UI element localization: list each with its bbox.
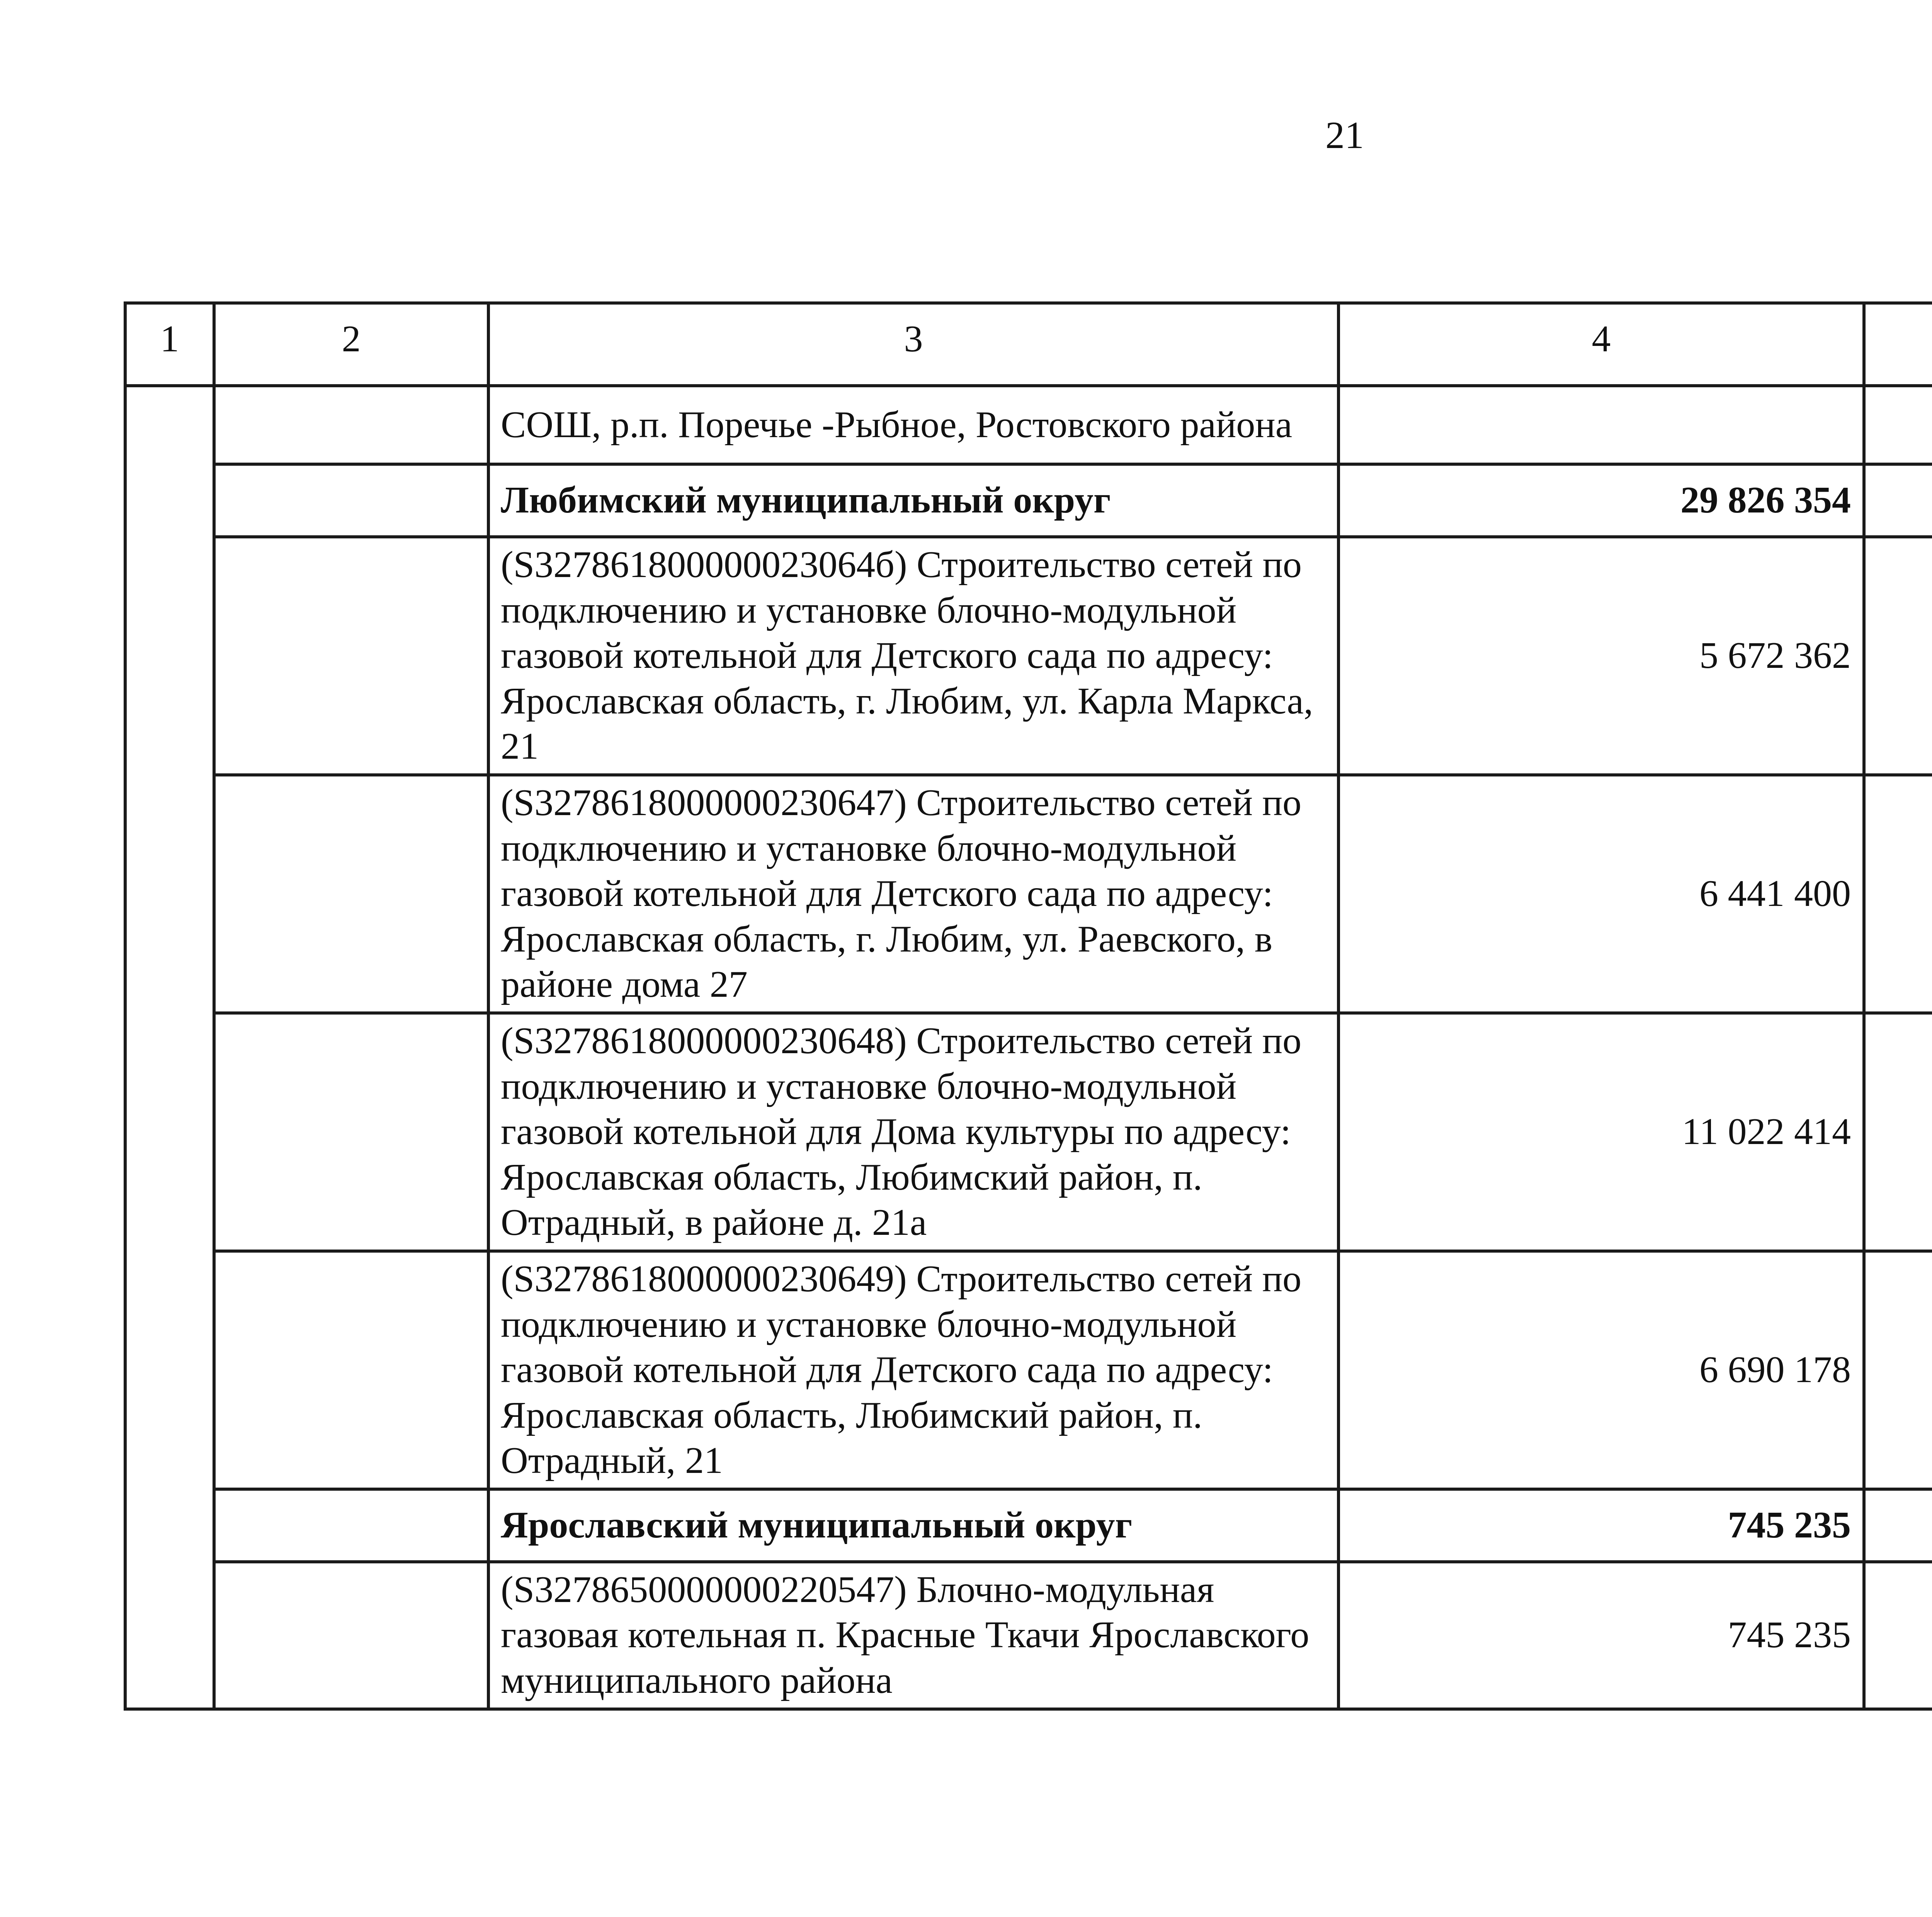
project-col4-value: 6 441 400 xyxy=(1338,775,1864,1013)
group-col5-value xyxy=(1864,1489,1932,1562)
project-col4-value: 11 022 414 xyxy=(1338,1013,1864,1251)
project-col2 xyxy=(214,1562,488,1709)
project-description: (S3278650000000220547) Блочно-модульная газовая котельная п. Красные Ткачи Ярославского муниципального района xyxy=(488,1562,1338,1709)
group-total-row xyxy=(125,464,1932,537)
project-col5-value xyxy=(1864,1013,1932,1251)
budget-table xyxy=(124,301,1932,1711)
project-row xyxy=(125,775,1932,1013)
group-col4-value: 29 826 354 xyxy=(1338,464,1864,537)
continuation-text: СОШ, р.п. Поречье -Рыбное, Ростовского района xyxy=(488,386,1338,464)
continuation-col4 xyxy=(1338,386,1864,464)
project-col2 xyxy=(214,1251,488,1489)
column-header-4: 4 xyxy=(1338,303,1864,386)
project-row xyxy=(125,537,1932,775)
group-col2 xyxy=(214,1489,488,1562)
project-col4-value: 5 672 362 xyxy=(1338,537,1864,775)
project-col5-value xyxy=(1864,1562,1932,1709)
continuation-col5 xyxy=(1864,386,1932,464)
column-header-3: 3 xyxy=(488,303,1338,386)
group-col4-value: 745 235 xyxy=(1338,1489,1864,1562)
continuation-row xyxy=(125,386,1932,464)
continuation-col2 xyxy=(214,386,488,464)
column-header-2: 2 xyxy=(214,303,488,386)
project-col5-value xyxy=(1864,1251,1932,1489)
project-description: (S3278618000000230648) Строительство сетей по подключению и установке блочно-модульной газовой котельной для Дома культуры по адресу: Ярославская область, Любимский район, п. Отрадный, в районе д. 21а xyxy=(488,1013,1338,1251)
project-col5-value xyxy=(1864,775,1932,1013)
group-col2 xyxy=(214,464,488,537)
project-col4-value: 6 690 178 xyxy=(1338,1251,1864,1489)
page-number: 21 xyxy=(1325,114,1364,157)
project-col2 xyxy=(214,537,488,775)
group-name: Любимский муниципальный округ xyxy=(488,464,1338,537)
group-name: Ярославский муниципальный округ xyxy=(488,1489,1338,1562)
project-description: (S327861800000023064б) Строительство сетей по подключению и установке блочно-модульной газовой котельной для Детского сада по адресу: Ярославская область, г. Любим, ул. Карла Маркса, 21 xyxy=(488,537,1338,775)
project-row xyxy=(125,1562,1932,1709)
project-row xyxy=(125,1251,1932,1489)
project-col5-value xyxy=(1864,537,1932,775)
column-header-5 xyxy=(1864,303,1932,386)
project-col4-value: 745 235 xyxy=(1338,1562,1864,1709)
column-1-merged-cell xyxy=(125,386,214,1709)
project-row xyxy=(125,1013,1932,1251)
project-description: (S3278618000000230649) Строительство сетей по подключению и установке блочно-модульной газовой котельной для Детского сада по адресу: Ярославская область, Любимский район, п. Отрадный, 21 xyxy=(488,1251,1338,1489)
group-total-row xyxy=(125,1489,1932,1562)
project-description: (S3278618000000230647) Строительство сетей по подключению и установке блочно-модульной газовой котельной для Детского сада по адресу: Ярославская область, г. Любим, ул. Раевского, в районе дома 27 xyxy=(488,775,1338,1013)
project-col2 xyxy=(214,1013,488,1251)
project-col2 xyxy=(214,775,488,1013)
column-header-1: 1 xyxy=(125,303,214,386)
column-number-header-row xyxy=(125,303,1932,386)
group-col5-value xyxy=(1864,464,1932,537)
